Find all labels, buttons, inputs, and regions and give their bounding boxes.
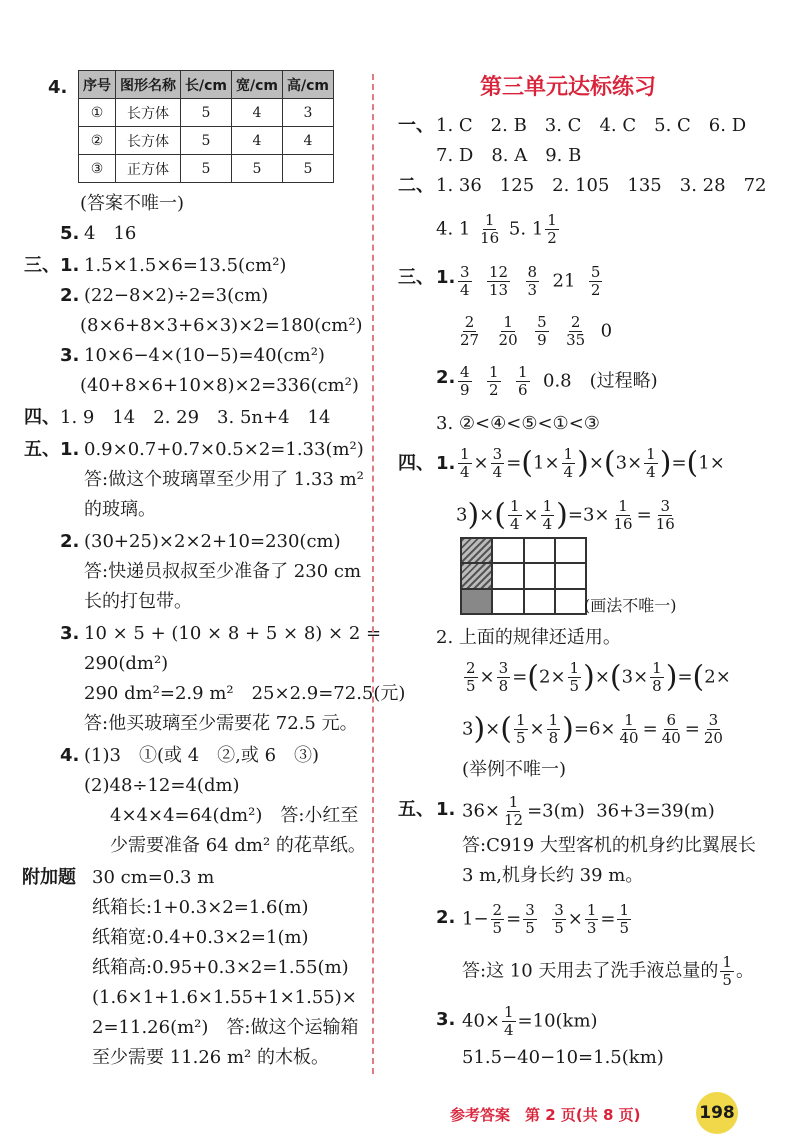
- numerator: 1: [515, 711, 526, 729]
- table-row: [79, 99, 334, 127]
- page-footer: 参考答案 第 2 页(共 8 页): [450, 1106, 641, 1124]
- denominator: 4: [563, 463, 574, 481]
- math-expression: 40× $\frac{1}{4}$ =10(km): [462, 1003, 598, 1039]
- denominator: 40: [619, 729, 639, 747]
- answer-line: 30 cm=0.3 m: [92, 867, 215, 888]
- answer-line: [456, 364, 658, 399]
- answer-line: 3. ②<④<⑤<①<③: [436, 413, 600, 434]
- grid-cell: [492, 563, 523, 588]
- denominator: 20: [703, 729, 723, 747]
- grid-cell: [524, 563, 555, 588]
- numerator: 3: [525, 901, 535, 919]
- question-5-answer: 4 16: [84, 223, 137, 244]
- table-cell: 4: [232, 127, 283, 155]
- denominator: 6: [518, 381, 528, 399]
- answer-line: (30+25)×2×2+10=230(cm): [84, 531, 341, 552]
- numerator: 8: [527, 263, 538, 281]
- answer-line: 10×6−4×(10−5)=40(cm²): [84, 345, 325, 366]
- answer-line: 长的打包带。: [84, 591, 192, 612]
- denominator: 4: [646, 463, 656, 481]
- table-note: (答案不唯一): [80, 193, 185, 214]
- denominator: 8: [548, 729, 559, 747]
- numerator: 1: [619, 901, 630, 919]
- denominator: 40: [661, 729, 681, 747]
- math-expression: 答:这 10 天用去了洗手液总量的 $\frac{1}{5}$ 。: [462, 953, 754, 989]
- denominator: 4: [460, 281, 470, 299]
- question-5-number: 5.: [60, 223, 80, 244]
- numerator: 2: [570, 313, 581, 331]
- denominator: 8: [652, 677, 662, 695]
- denominator: 16: [613, 515, 633, 533]
- denominator: 20: [498, 331, 518, 349]
- fraction: [458, 264, 472, 299]
- fraction: [617, 902, 631, 937]
- numerator: 1: [646, 445, 656, 463]
- answer-line: 至少需要 11.26 m² 的木板。: [92, 1047, 329, 1068]
- item-text: 5. 1: [508, 218, 544, 240]
- denominator: 4: [509, 515, 520, 533]
- item-number: 1.: [60, 255, 80, 276]
- fraction-grid-figure: [460, 537, 587, 615]
- fraction: [491, 446, 505, 481]
- numerator: 3: [492, 445, 503, 463]
- math-expression: 3)×( $\frac{1}{4}$ × $\frac{1}{4}$ )=3× $\frac{1}{16}$ = $\frac{3}{16}$: [456, 497, 675, 533]
- denominator: 35: [566, 331, 586, 349]
- page-title: 第三单元达标练习: [480, 75, 657, 100]
- numerator: 5: [537, 313, 547, 331]
- table-cell: 5: [181, 99, 232, 127]
- fraction: [487, 364, 501, 399]
- section-1-label: 一、: [398, 115, 434, 136]
- table-cell: 4: [283, 127, 334, 155]
- table-cell: 3: [283, 99, 334, 127]
- numerator: 1: [569, 659, 580, 677]
- answer-line: 的玻璃。: [84, 499, 156, 520]
- grid-cell: [524, 589, 555, 614]
- answer-line: (40+8×6+10×8)×2=336(cm²): [80, 375, 359, 396]
- numerator: 1: [624, 711, 634, 729]
- item-number: 4.: [60, 745, 80, 766]
- fraction: [502, 1004, 516, 1039]
- grid-cell: [492, 538, 523, 563]
- answer-line: (8×6+8×3+6×3)×2=180(cm²): [80, 315, 363, 336]
- numerator: 1: [509, 497, 520, 515]
- answer-line: [436, 212, 561, 247]
- numerator: 1: [460, 445, 470, 463]
- denominator: 3: [586, 919, 597, 937]
- answer-line: 2. 上面的规律还适用。: [436, 627, 621, 648]
- answer-line: (1.6×1+1.6×1.55+1×1.55)×: [92, 987, 357, 1008]
- answer-line: 290(dm²): [84, 653, 169, 674]
- item-text: 4. 1: [436, 218, 471, 240]
- answer-line: 2=11.26(m²) 答:做这个运输箱: [92, 1017, 359, 1038]
- fraction: [458, 364, 472, 399]
- table-row: [79, 155, 334, 183]
- fraction: [562, 446, 576, 481]
- fraction: [497, 314, 520, 349]
- numerator: 5: [590, 263, 601, 281]
- numerator: 2: [492, 901, 503, 919]
- table-header: 序号: [79, 71, 116, 99]
- denominator: 5: [466, 677, 476, 695]
- table-cell: 长方体: [116, 127, 181, 155]
- fraction: [702, 712, 725, 747]
- denominator: 8: [498, 677, 509, 695]
- fraction: [458, 314, 481, 349]
- answer-line: 0.9×0.7+0.7×0.5×2=1.33(m²): [84, 439, 364, 460]
- section-3-label: 三、: [398, 267, 434, 288]
- fraction: [585, 902, 599, 937]
- numerator: 12: [489, 263, 509, 281]
- answer-line: 3 m,机身长约 39 m。: [462, 865, 644, 886]
- answer-line: 1. C 2. B 3. C 4. C 5. C 6. D: [436, 115, 747, 136]
- section-5-label: 五、: [398, 799, 434, 820]
- denominator: 4: [492, 463, 503, 481]
- item-number: 1.: [436, 267, 456, 288]
- numerator: 1: [504, 1003, 514, 1021]
- numerator: 1: [586, 901, 597, 919]
- answer-line: 答:C919 大型客机的机身约比翼展长: [462, 835, 756, 856]
- item-number: 2.: [436, 907, 456, 928]
- fraction: [618, 712, 641, 747]
- denominator: 2: [489, 381, 499, 399]
- fraction: [458, 446, 472, 481]
- section-4-label: 四、: [398, 453, 434, 474]
- fraction: [589, 264, 603, 299]
- denominator: 4: [542, 515, 553, 533]
- answer-line: 1.5×1.5×6=13.5(cm²): [84, 255, 287, 276]
- answer-text: 答:这 10 天用去了洗手液总量的: [462, 960, 719, 982]
- math-expression: $\frac{2}{5}$ × $\frac{3}{8}$ =(2× $\frac{1}{5}$ )×(3× $\frac{1}{8}$ )=(2×: [466, 659, 731, 695]
- bonus-question-label: 附加题: [22, 867, 76, 888]
- numerator: 1: [518, 363, 528, 381]
- item-number: 3.: [60, 623, 80, 644]
- answer-line: 答:做这个玻璃罩至少用了 1.33 m²: [84, 469, 364, 490]
- answer-line: (22−8×2)÷2=3(cm): [84, 285, 269, 306]
- fraction: [660, 712, 683, 747]
- numerator: 1: [652, 659, 662, 677]
- math-expression: 3)×( $\frac{1}{5}$ × $\frac{1}{8}$ )=6× $\frac{1}{40}$ = $\frac{6}{40}$ = $\frac{3}{20}$: [462, 711, 723, 747]
- section-3-label: 三、: [24, 255, 60, 276]
- fraction: [523, 902, 537, 937]
- grid-cell: [555, 563, 586, 588]
- table-cell: 5: [181, 155, 232, 183]
- numerator: 2: [466, 659, 476, 677]
- fraction: [644, 446, 658, 481]
- denominator: 4: [504, 1021, 514, 1039]
- page-number-badge: 198: [696, 1092, 738, 1134]
- answer-line: 1. 9 14 2. 29 3. 5n+4 14: [60, 407, 331, 428]
- item-number: 2.: [60, 531, 80, 552]
- table-cell: ③: [79, 155, 116, 183]
- denominator: 5: [619, 919, 630, 937]
- answer-line: 纸箱宽:0.4+0.3×2=1(m): [92, 927, 309, 948]
- answer-line: (2)48÷12=4(dm): [84, 775, 240, 796]
- fraction: [535, 314, 549, 349]
- numerator: 3: [554, 901, 564, 919]
- denominator: 5: [554, 919, 564, 937]
- section-5-label: 五、: [24, 439, 60, 460]
- dimensions-table: [78, 70, 334, 183]
- answer-line: 51.5−40−10=1.5(km): [462, 1047, 664, 1068]
- grid-cell: [524, 538, 555, 563]
- denominator: 5: [525, 919, 535, 937]
- grid-cell: [555, 589, 586, 614]
- fraction: [487, 264, 510, 299]
- fraction: [508, 498, 522, 533]
- table-cell: 长方体: [116, 99, 181, 127]
- answer-line: 答:他买玻璃至少需要花 72.5 元。: [84, 713, 358, 734]
- table-header-row: [79, 71, 334, 99]
- answer-line: 7. D 8. A 9. B: [436, 145, 582, 166]
- table-cell: 5: [181, 127, 232, 155]
- fraction: [720, 954, 734, 989]
- answer-line: (1)3 ①(或 4 ②,或 6 ③): [84, 745, 320, 766]
- table-cell: ②: [79, 127, 116, 155]
- math-expression: 1− $\frac{2}{5}$ = $\frac{3}{5}$ $\frac{3}{5}$ × $\frac{1}{3}$ = $\frac{1}{5}$: [462, 901, 630, 937]
- table-header: 长/cm: [181, 71, 232, 99]
- table-row: [79, 127, 334, 155]
- table-header: 图形名称: [116, 71, 181, 99]
- math-expression: $\frac{1}{4}$ × $\frac{3}{4}$ =(1× $\frac{1}{4}$ )×(3× $\frac{1}{4}$ )=(1×: [460, 445, 725, 481]
- answer-line: 1. 36 125 2. 105 135 3. 28 72: [436, 175, 767, 196]
- fraction: [568, 660, 582, 695]
- denominator: 5: [569, 677, 580, 695]
- figure-note: (画法不唯一): [584, 596, 677, 615]
- numerator: 3: [660, 497, 671, 515]
- numerator: 1: [484, 211, 495, 229]
- numerator: 1: [489, 363, 499, 381]
- item-number: 3.: [436, 1009, 456, 1030]
- answer-line: 少需要准备 64 dm² 的花草纸。: [110, 835, 366, 856]
- answer-value: 21: [552, 270, 576, 292]
- grid-cell-hatched: [461, 563, 492, 588]
- numerator: 1: [542, 497, 553, 515]
- numerator: 3: [460, 263, 470, 281]
- answer-line: 10 × 5 + (10 × 8 + 5 × 8) × 2 =: [84, 623, 382, 644]
- table-cell: 5: [283, 155, 334, 183]
- fraction: [516, 364, 530, 399]
- answer-line: 纸箱长:1+0.3×2=1.6(m): [92, 897, 309, 918]
- denominator: 2: [590, 281, 601, 299]
- numerator: 3: [708, 711, 719, 729]
- numerator: 1: [547, 211, 557, 229]
- fraction: [650, 660, 664, 695]
- section-2-label: 二、: [398, 175, 434, 196]
- fraction: [552, 902, 566, 937]
- answer-line: 纸箱高:0.95+0.3×2=1.55(m): [92, 957, 349, 978]
- fraction: [478, 212, 501, 247]
- fraction: [464, 660, 478, 695]
- grid-cell-hatched: [461, 538, 492, 563]
- fraction: [526, 264, 540, 299]
- answer-line: [456, 314, 612, 349]
- fraction: [564, 314, 587, 349]
- numerator: 1: [508, 793, 519, 811]
- item-number: 1.: [60, 439, 80, 460]
- math-expression: 36× $\frac{1}{12}$ =3(m) 36+3=39(m): [462, 793, 715, 829]
- denominator: 5: [515, 729, 526, 747]
- fraction: [541, 498, 555, 533]
- table-header: 高/cm: [283, 71, 334, 99]
- table-cell: 正方体: [116, 155, 181, 183]
- denominator: 5: [492, 919, 503, 937]
- table-cell: ①: [79, 99, 116, 127]
- denominator: 9: [537, 331, 547, 349]
- denominator: 16: [655, 515, 675, 533]
- denominator: 16: [480, 229, 500, 247]
- table-cell: 4: [232, 99, 283, 127]
- denominator: 12: [504, 811, 524, 829]
- column-divider: [372, 74, 374, 1074]
- table-cell: 5: [232, 155, 283, 183]
- answer-text: 36+3=39(m): [596, 800, 715, 822]
- fraction: [545, 212, 559, 247]
- denominator: 9: [460, 381, 470, 399]
- denominator: 27: [460, 331, 480, 349]
- numerator: 1: [618, 497, 628, 515]
- fraction: [514, 712, 528, 747]
- numerator: 1: [503, 313, 513, 331]
- answer-value: 0.8 (过程略): [543, 370, 658, 392]
- item-number: 1.: [436, 799, 456, 820]
- answer-line: 4×4×4=64(dm²) 答:小红至: [110, 805, 359, 826]
- numerator: 3: [498, 659, 509, 677]
- denominator: 5: [722, 971, 732, 989]
- answer-line: (举例不唯一): [462, 759, 567, 780]
- table-header: 宽/cm: [232, 71, 283, 99]
- fraction: [612, 498, 635, 533]
- numerator: 1: [548, 711, 559, 729]
- denominator: 2: [547, 229, 557, 247]
- item-number: 2.: [436, 367, 456, 388]
- fraction: [654, 498, 677, 533]
- numerator: 1: [563, 445, 574, 463]
- numerator: 4: [460, 363, 470, 381]
- item-number: 2.: [60, 285, 80, 306]
- grid-cell-shaded: [461, 589, 492, 614]
- item-number: 3.: [60, 345, 80, 366]
- fraction: [502, 794, 525, 829]
- answer-value: 0: [600, 320, 613, 342]
- numerator: 1: [722, 953, 732, 971]
- denominator: 4: [460, 463, 470, 481]
- fraction: [547, 712, 561, 747]
- grid-cell: [492, 589, 523, 614]
- answer-line: 答:快递员叔叔至少准备了 230 cm: [84, 561, 362, 582]
- section-4-label: 四、: [24, 407, 60, 428]
- fraction: [497, 660, 511, 695]
- answer-line: 290 dm²=2.9 m² 25×2.9=72.5(元): [84, 683, 406, 704]
- item-number: 1.: [436, 453, 456, 474]
- numerator: 2: [464, 313, 475, 331]
- denominator: 13: [489, 281, 509, 299]
- question-4-number: 4.: [48, 77, 68, 98]
- grid-cell: [555, 538, 586, 563]
- numerator: 6: [666, 711, 677, 729]
- denominator: 3: [527, 281, 538, 299]
- answer-line: [456, 264, 604, 299]
- fraction: [491, 902, 505, 937]
